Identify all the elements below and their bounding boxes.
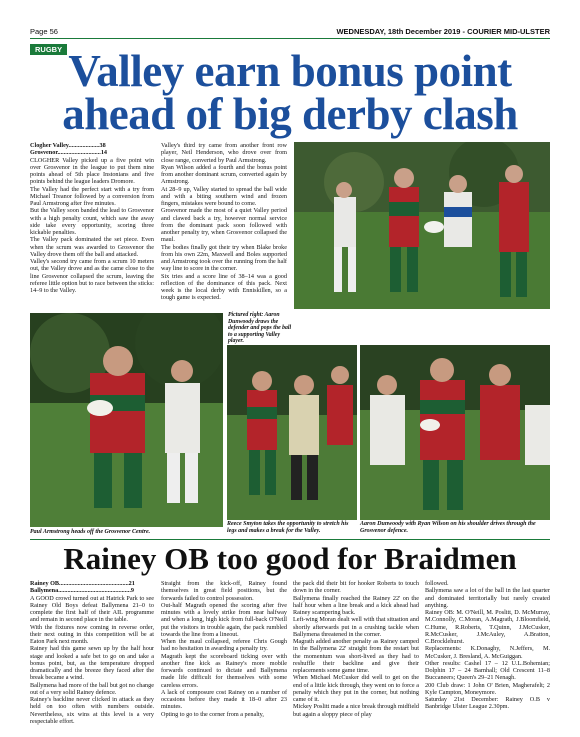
article2-paragraph: Magrath kept the scoreboard ticking over with another fine kick as Rainey's more mobile forwards continued to dictate and Ballymena made life difficult for themselves with some careless errors. xyxy=(161,652,287,689)
article1-paragraph: Ryan Wilson added a fourth and the bonus point from another dominant scrum, converted again by Armstrong. xyxy=(161,163,287,186)
article1-paragraph: The bodies finally got their try when Blake broke from his own 22m, Maxwell and Boles supported and Armstrong took over the running from the half way line to score in the corner. xyxy=(161,243,287,273)
article2-paragraph: Mickey Poslitt made a nice break through midfield but again a sloppy piece of play xyxy=(293,703,419,718)
photo-smyton xyxy=(227,345,357,520)
article2-paragraph: When the maul collapsed, referee Chris Gough had no hesitation in awarding a penalty try. xyxy=(161,638,287,653)
article2-column-1 xyxy=(30,580,154,725)
photo-caption-armstrong: Paul Armstrong heads off the Grosvenor Centre. xyxy=(30,529,151,535)
article1-paragraph: The Valley pack dominated the set piece. Even when the scrum was awarded to Grosvenor the Valley drove them off the ball and attacked. xyxy=(30,236,154,258)
article1-paragraph: Grosvenor made the most of a quiet Valley period and clawed back a try, however normal service from the dominant pack soon followed with another penalty try, when Grosvenor collapsed the maul. xyxy=(161,207,287,244)
article2-paragraph: Ballymena had more of the ball but got no change out of a very solid Rainey defence. xyxy=(30,681,154,696)
section-tag: RUGBY xyxy=(30,44,67,55)
page-number: Page 56 xyxy=(30,27,58,36)
article2-paragraph: Rainey OB: M. O'Neill, M. Poslitt, D. McMurray, M.Connolly, C.Moran, A.Magrath, J.Bloomfield, C.Hume, R.Roberts, T.Quinn, J.McCusker, R.McCusker, J.McAuley, A.Bratton, C.Brocklehurst. xyxy=(425,609,550,645)
score-line-away: Grosvenor............................14 xyxy=(30,149,108,157)
article2-paragraph: Saturday 21st December: Rainey O.B v Banbridge Ulster League 2.30pm. xyxy=(425,696,550,711)
article2-column-4 xyxy=(425,580,550,711)
article2-paragraph: Magrath added another penalty as Rainey camped in the Ballymena 22' straight from the restart but the momentum was short-lived as they had to reshuffle their backline and give their replacements some game time. xyxy=(293,638,419,674)
article1-paragraph: CLOGHER Valley picked up a five point win over Grosvenor in the league to put them nine points ahead of 5th place Instonians and five points behind the league leaders Dromore. xyxy=(30,156,154,186)
article1-paragraph: At 28–9 up, Valley started to spread the ball wide and with a biting southern wind and frozen fingers, mistakes were bound to come. xyxy=(161,185,287,207)
article2-headline: Rainey OB too good for Braidmen xyxy=(63,541,517,576)
article1-column-2 xyxy=(161,142,287,302)
article1-paragraph: Valley's third try came from another front row player, Neil Henderson, who drove over from close range, converted by Paul Armstrong. xyxy=(161,142,287,164)
score-line-home: Clogher Valley....................38 xyxy=(30,142,106,149)
article2-paragraph: With the fixtures now coming in reverse order, their next outing in this competition will be at Eaton Park next month. xyxy=(30,623,154,645)
article1-headline: Valley earn bonus point ahead of big derby clash xyxy=(62,46,518,139)
article1-column-1 xyxy=(30,142,154,294)
article2-paragraph: Rainey had this game sewn up by the half hour stage and looked a safe bet to go on and take a bonus point, but, as the temperature dropped dramatically and the breeze they faced after the break became a wind. xyxy=(30,645,154,682)
article2-paragraph: Ballymena saw a lot of the ball in the last quarter and dominated territorially but rarely created anything. xyxy=(425,587,550,609)
article2-paragraph: A lack of composure cost Rainey on a number of occasions before they made it 18–0 after 23 minutes. xyxy=(161,688,287,711)
article2-paragraph: Other results: Cashel 17 – 12 U.L.Bohemian; Dolphin 17 – 24 Barnhall; Old Crescent 11–8 Buccaneers; Queen's 29–21 Nenagh. xyxy=(425,659,550,682)
article2-column-2 xyxy=(161,580,287,718)
article2-paragraph: Straight from the kick-off, Rainey found themselves in great field positions, but the forwards failed to control possession. xyxy=(161,580,287,602)
article2-paragraph: Ballymena finally reached the Rainey 22' on the half hour when a line break and a kick ahead had Rainey scampering back. xyxy=(293,594,419,616)
article2-column-3 xyxy=(293,580,419,718)
article1-paragraph: But the Valley soon banded the lead to Grosvenor with a high penalty count, which saw the away side take every opportunity, scoring three kickable penalties. xyxy=(30,207,154,236)
article2-paragraph: Opting to go to the corner from a penalty, xyxy=(161,710,264,718)
page-header xyxy=(30,27,550,38)
article2-paragraph: the pack did their bit for hooker Roberts to touch down in the corner. xyxy=(293,580,419,595)
article2-paragraph: When Michael McCusker did well to get on the end of a little kick through, they went on to force a penalty which they put in the corner, but nothing came of it. xyxy=(293,674,419,703)
article2-paragraph: Replacements: K.Donaghy, N.Jeffers, M. McCusker, J. Bresland, A. McGuiggan. xyxy=(425,645,550,660)
photo-caption-smyton: Reece Smyton takes the opportunity to stretch his legs and makes a break for the Valley. xyxy=(227,521,349,534)
photo-dunwoody-wilson xyxy=(360,345,550,520)
article2-paragraph: 200 Club draw: 1 John O' Brien, Magherafelt; 2 Kyle Campton, Moneymore. xyxy=(425,681,550,696)
photo-caption-dunwoody-wilson: Aaron Dunwoody with Ryan Wilson on his shoulder drives through the Grosvenor defence. xyxy=(360,521,536,534)
article1-paragraph: The Valley had the perfect start with a try from Michael Treanor followed by a conversion from Paul Armstrong after five minutes. xyxy=(30,185,154,207)
score-line-home: Rainey OB.............................................21 xyxy=(30,580,135,587)
article2-paragraph: Left-wing Moran dealt well with that situation and shortly afterwards put in a crushing tackle when Ballymena threatened in the corner. xyxy=(293,616,419,638)
article2-paragraph: Rainey's backline never clicked in attack as they held on too often with numbers outside. Nevertheless, six wins at this level is a very respectable effort. xyxy=(30,696,154,725)
dateline: WEDNESDAY, 18th December 2019 - COURIER MID-ULSTER xyxy=(336,27,550,36)
photo-armstrong xyxy=(30,313,223,527)
photo-caption-right: Pictured right: Aaron Dunwoody draws the defender and pops the ball to a supporting Valley player. xyxy=(228,312,292,345)
article2-paragraph: Out-half Magrath opened the scoring after five minutes with a lovely strike from near halfway and when a long, high kick from full-back O'Neill put the visitors in trouble again, the pack rumbled towards the line from a lineout. xyxy=(161,601,287,638)
article2-paragraph: A GOOD crowd turned out at Hatrick Park to see Rainey Old Boys defeat Ballymena 21–0 to complete the first half of their AIL programme and remain in second place in the table. xyxy=(30,594,154,624)
article2-paragraph: followed. xyxy=(425,580,449,587)
photo-dunwoody-pop xyxy=(294,142,550,309)
score-line-away: Ballymena...............................................9 xyxy=(30,587,134,595)
article1-paragraph: Six tries and a score line of 38–14 was a good reflection of the dominance of this pack. Next week is the local derby with Enniskillen, so a tough game is expected. xyxy=(161,272,287,302)
article1-paragraph: Valley's second try came from a scrum 10 meters out, the Valley drove and as the came close to the line Grosvenor collapsed the scrum, leaving the referee little option but to race between the sticks: 14–9 to the Valley. xyxy=(30,258,154,294)
